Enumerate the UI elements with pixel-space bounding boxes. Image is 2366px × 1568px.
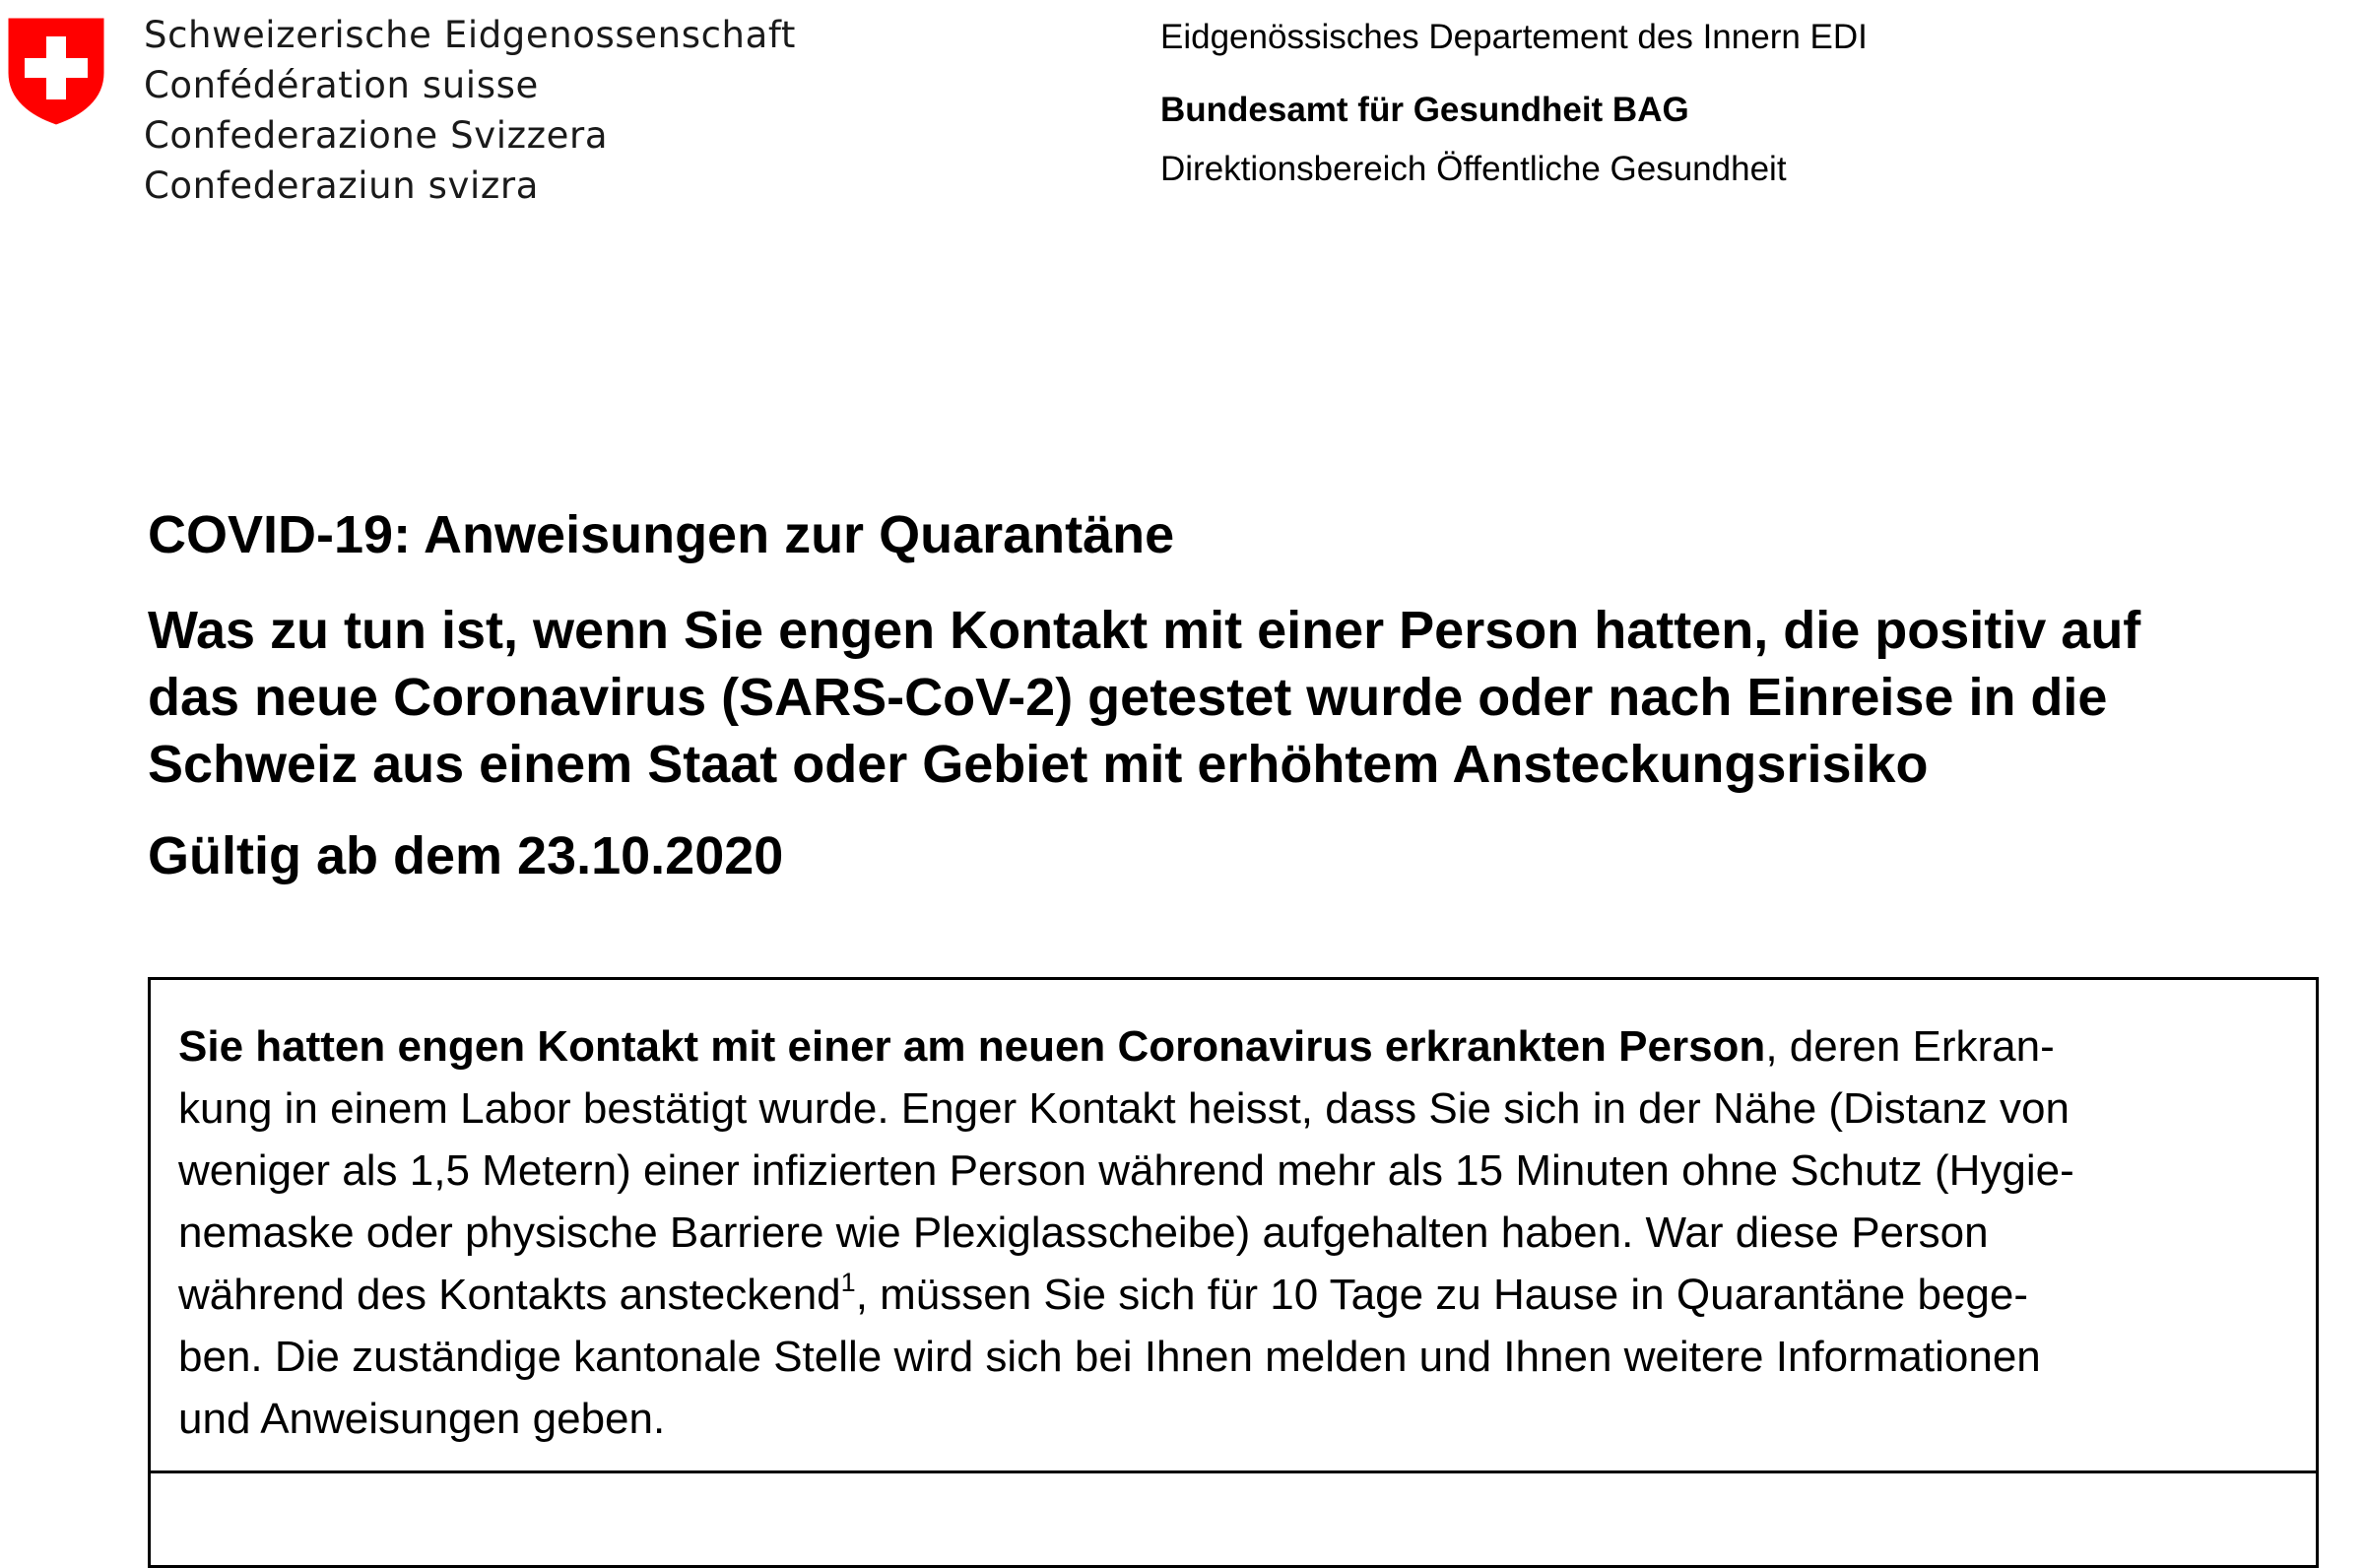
office-block: [1160, 89, 1787, 191]
contact-info-text: [178, 1015, 2296, 1450]
info-lead-bold: Sie hatten engen Kontakt mit einer am neuen Coronavirus erkrankten Person: [178, 1022, 1766, 1071]
box-row-divider: [151, 1470, 2316, 1473]
info-line5-after: , müssen Sie sich für 10 Tage zu Hause in Quarantäne bege-: [855, 1271, 2029, 1319]
document-title: COVID-19: Anweisungen zur Quarantäne: [148, 505, 1175, 564]
subtitle-line: Schweiz aus einem Staat oder Gebiet mit erhöhtem Ansteckungsrisiko: [148, 735, 1929, 794]
contact-info-box: [148, 977, 2319, 1568]
department-name: Eidgenössisches Departement des Innern EDI: [1160, 18, 1868, 56]
info-line: [178, 1015, 2296, 1078]
confederation-name-it: Confederazione Svizzera: [144, 114, 609, 157]
valid-from-date: Gültig ab dem 23.10.2020: [148, 826, 784, 885]
info-line: nemaske oder physische Barriere wie Plexiglasscheibe) aufgehalten haben. War diese Person: [178, 1209, 1989, 1257]
info-line: kung in einem Labor bestätigt wurde. Enger Kontakt heisst, dass Sie sich in der Nähe (Distanz von: [178, 1084, 2070, 1133]
subtitle-line: das neue Coronavirus (SARS-CoV-2) getestet wurde oder nach Einreise in die: [148, 668, 2108, 727]
info-line5-before: während des Kontakts ansteckend: [178, 1271, 841, 1319]
office-division: Direktionsbereich Öffentliche Gesundheit: [1160, 150, 1787, 188]
office-name: Bundesamt für Gesundheit BAG: [1160, 91, 1689, 129]
info-line: ben. Die zuständige kantonale Stelle wird sich bei Ihnen melden und Ihnen weitere Informationen: [178, 1333, 2041, 1381]
document-subtitle: [148, 597, 2354, 798]
info-lead-rest: , deren Erkran-: [1765, 1022, 2055, 1071]
footnote-reference[interactable]: 1: [840, 1268, 856, 1298]
confederation-name-fr: Confédération suisse: [144, 64, 539, 106]
swiss-cross-shield-icon: [4, 14, 108, 128]
confederation-names: [144, 10, 796, 211]
subtitle-line: Was zu tun ist, wenn Sie engen Kontakt mit einer Person hatten, die positiv auf: [148, 601, 2141, 660]
info-line: und Anweisungen geben.: [178, 1395, 666, 1443]
info-line: [178, 1264, 2296, 1326]
confederation-name-rm: Confederaziun svizra: [144, 164, 539, 207]
confederation-name-de: Schweizerische Eidgenossenschaft: [144, 14, 796, 56]
info-line: weniger als 1,5 Metern) einer infizierten Person während mehr als 15 Minuten ohne Schutz (Hygie-: [178, 1146, 2074, 1195]
